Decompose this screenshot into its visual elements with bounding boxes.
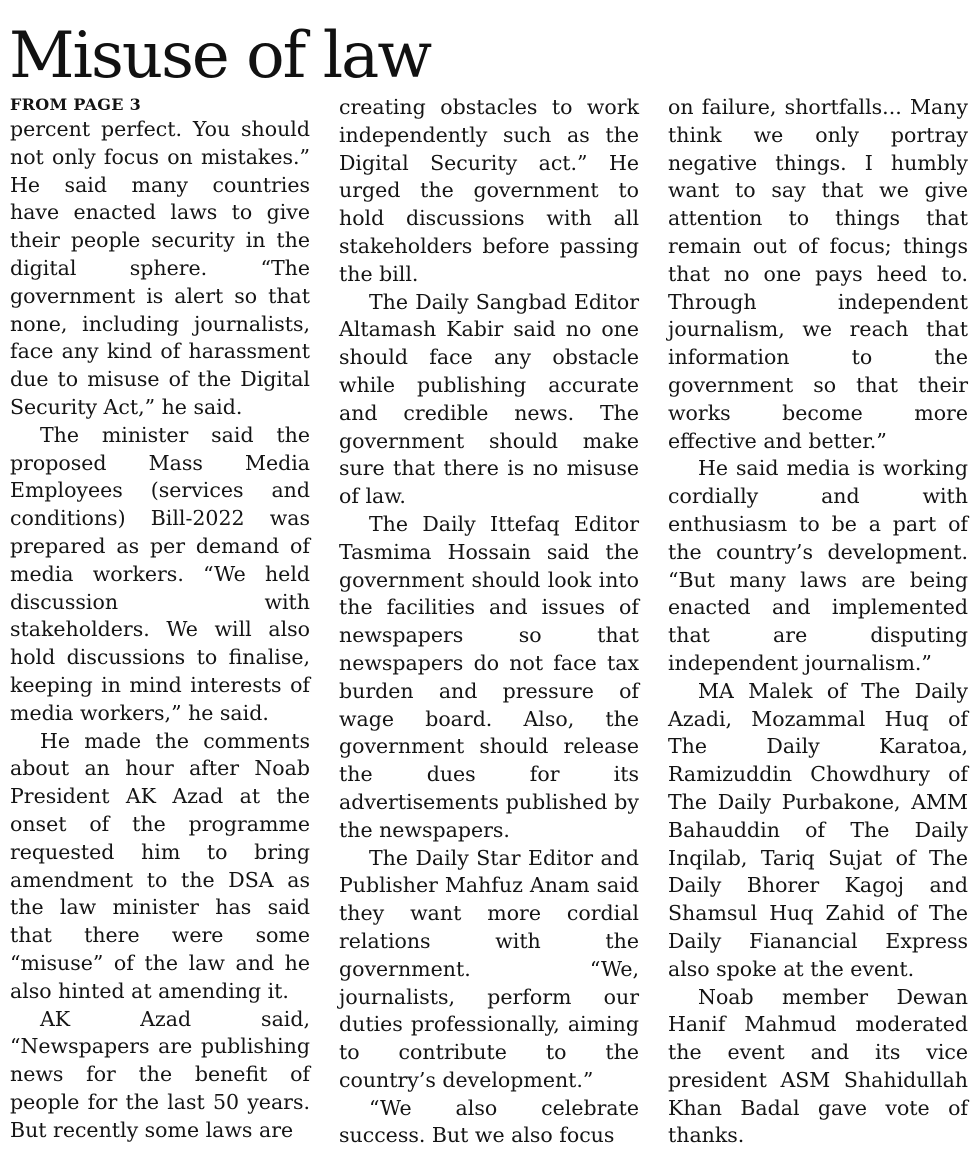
article-column-2 bbox=[339, 94, 639, 1150]
headline: Misuse of law bbox=[9, 19, 431, 93]
article-paragraph: percent perfect. You should not only focus on mistakes.” He said many countries have enacted laws to give their people security in the digital sphere. “The government is alert so that none, including journalists, face any kind of harassment due to misuse of the Digital Security Act,” he said. bbox=[10, 117, 310, 419]
article-paragraph: He said media is working cordially and with enthusiasm to be a part of the country’s development. “But many laws are being enacted and implemented that are disputing independent journalism.” bbox=[668, 456, 968, 675]
article-paragraph: The Daily Star Editor and Publisher Mahfuz Anam said they want more cordial relations with the government. “We, journalists, perform our duties professionally, aiming to contribute to the country’s development.” bbox=[339, 845, 639, 1092]
continued-from-kicker: FROM PAGE 3 bbox=[10, 95, 142, 114]
article-paragraph: The Daily Ittefaq Editor Tasmima Hossain said the government should look into the facilities and issues of newspapers so that newspapers do not face tax burden and pressure of wage board. Also, the government should release the dues for its advertisements published by the newspapers. bbox=[339, 511, 639, 842]
article-paragraph: on failure, shortfalls... Many think we only portray negative things. I humbly want to say that we give attention to things that remain out of focus; things that no one pays heed to. Through independent journalism, we reach that information to the government so that their works become more effective and better.” bbox=[668, 95, 968, 453]
article-paragraph: MA Malek of The Daily Azadi, Mozammal Huq of The Daily Karatoa, Ramizuddin Chowdhury of The Daily Purbakone, AMM Bahauddin of The Daily Inqilab, Tariq Sujat of The Daily Bhorer Kagoj and Shamsul Huq Zahid of The Daily Fianancial Express also spoke at the event. bbox=[668, 678, 968, 981]
article-paragraph: He made the comments about an hour after Noab President AK Azad at the onset of the programme requested him to bring amendment to the DSA as the law minister has said that there were some “misuse” of the law and he also hinted at amending it. bbox=[10, 728, 310, 1003]
article-paragraph: Noab member Dewan Hanif Mahmud moderated the event and its vice president ASM Shahidullah Khan Badal gave vote of thanks. bbox=[668, 984, 968, 1148]
article-paragraph: The Daily Sangbad Editor Altamash Kabir said no one should face any obstacle while publishing accurate and credible news. The government should make sure that there is no misuse of law. bbox=[339, 289, 639, 509]
article-paragraph: creating obstacles to work independently such as the Digital Security act.” He urged the government to hold discussions with all stakeholders before passing the bill. bbox=[339, 95, 639, 286]
article-paragraph: AK Azad said, “Newspapers are publishing news for the benefit of people for the last 50 years. But recently some laws are bbox=[10, 1006, 310, 1142]
article-paragraph: “We also celebrate success. But we also focus bbox=[339, 1095, 639, 1148]
article-column-3 bbox=[668, 94, 968, 1150]
article-column-1 bbox=[10, 94, 310, 1144]
article-paragraph: The minister said the proposed Mass Media Employees (services and conditions) Bill-2022 was prepared as per demand of media workers. “We held discussion with stakeholders. We will also hold discussions to finalise, keeping in mind interests of media workers,” he said. bbox=[10, 422, 310, 725]
